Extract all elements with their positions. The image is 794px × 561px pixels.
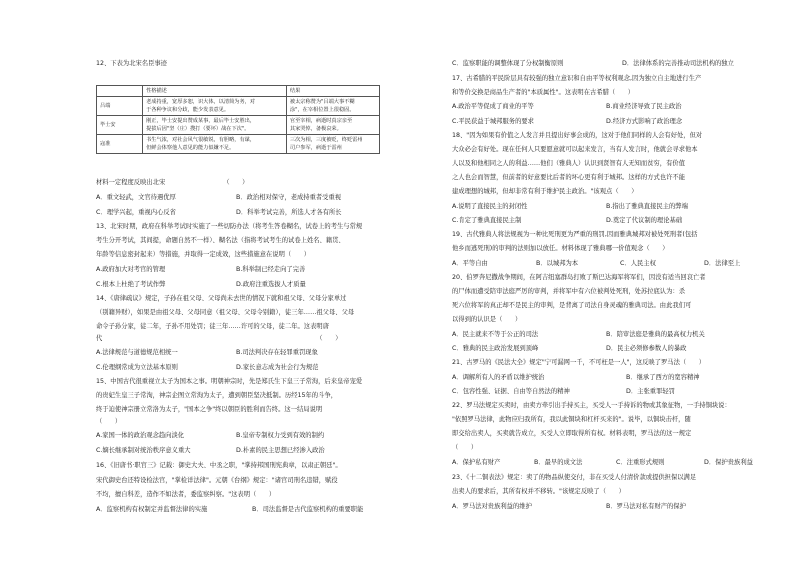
- option-c[interactable]: C．理学兴起，重视内心反省: [96, 209, 176, 216]
- option-b[interactable]: B．罗马法对私有财产的保护: [606, 503, 686, 510]
- question-paren: （ ）: [96, 418, 122, 425]
- question-line-end: 代 （ ）: [96, 335, 342, 342]
- option-b[interactable]: B．司法监督是古代监察机构的重要职能: [252, 506, 364, 513]
- option-b[interactable]: B.指出了雅典直接民主的弊端: [606, 203, 688, 210]
- table-header-cell: 结果: [286, 86, 379, 97]
- question-line: 人以及和他相同之人的利益……他们（雅典人）认识到贤智有人无知而贫穷，有价值: [452, 160, 685, 167]
- question-line: 19、古代雅典人将法规视为一种比死刑更为严重的刑罚,因而雅典城邦对被处死刑者(包括: [452, 231, 698, 238]
- option-c[interactable]: C．监察职能的调整体现了分权制衡原则: [452, 60, 564, 67]
- option-d[interactable]: D.奠定了代议制的理论基础: [606, 217, 683, 224]
- option-b[interactable]: B．继承了西方的宽容精神: [626, 374, 700, 381]
- q12-title: 12、下表为北宋名臣事迹: [96, 60, 167, 67]
- table-cell-result: 三次为相，三度被贬，终贬雷州 司户参军，病逝于雷州: [286, 135, 379, 154]
- option-c[interactable]: C．包容性强、证据、自由等自然法的精神: [452, 388, 570, 395]
- table-cell-result: 官至宰相，病逝时真宗亲至 其家哭悼，备极哀荣。: [286, 116, 379, 135]
- question-line: 宋代御史台还特设检法官，"掌检详法律"。元朝《台纲》规定："诸官司刑名违错，赋役: [96, 477, 338, 484]
- option-a[interactable]: A.说明了直接民主的封闭性: [452, 203, 528, 210]
- option-c[interactable]: C．注重形式规则: [616, 459, 665, 466]
- question-line: 之人也会而智慧，但前者的好意要比后者的坏心更有利于城邦。这样的方式也许不能: [452, 174, 685, 181]
- question-line: 18、"因为如果有价值之人发言并且提出好事会成的，这对于他们同样的人会有好处，但对: [452, 132, 703, 139]
- question-line: 15、中国古代很重视立太子为国本之事。明朝神宗时，先是郑氏生下皇三子常洵，后来皇帝宠爱: [96, 378, 363, 385]
- question-line: 13、北宋时期，政府在科举考试时实施了一些切防办法（将考生答卷糊名，试卷上的考生与常规: [96, 223, 363, 230]
- option-d[interactable]: D．保护贵族利益: [704, 459, 753, 466]
- table-cell-name: 吕端: [97, 97, 143, 116]
- question-line: 命令子孙分家，徒二年，子孙不用处罚；徒三年……许可的父母，徒二年。这表明唐: [96, 323, 329, 330]
- question-line: 终于迫使神宗册立常洛为太子，"国本之争"终以朝臣的胜利而告终。这一结局说明: [96, 406, 323, 413]
- question-line: "依照罗马法律，此物应归我所有，我以此铜块和杠杆买来的"。说毕，以铜块击杆，随: [452, 416, 691, 423]
- question-line: （ ）: [452, 444, 478, 451]
- q12-stem-end: 材料一定程度反映出北宋 （ ）: [96, 179, 249, 186]
- option-b[interactable]: B.科举制已经走向了完善: [236, 266, 306, 273]
- option-a[interactable]: A．监察机构有权制定并监督法律的实施: [96, 506, 208, 513]
- table-cell-traits: 刚正，毕士安提出赞成某事，最后毕士安胜出， 提拔后因"坚（庄）搜打（要坏）战在下次"。: [143, 116, 287, 135]
- table-cell-name: 毕士安: [97, 116, 143, 135]
- option-c[interactable]: C．人民主权: [620, 260, 656, 267]
- question-line: 出卖人的要求后，其所有权并不移转。"该规定反映了（ ）: [452, 488, 625, 495]
- table-row: [97, 116, 380, 135]
- option-a[interactable]: A.政治平等促成了商业的平等: [452, 103, 534, 110]
- option-d[interactable]: D.政府注重选拔人才质量: [236, 281, 306, 288]
- question-line: 以得到的认识是（ ）: [452, 316, 522, 323]
- question-line: （别籍异财），如果是由祖父母、父母同意（祖父母、父母令别籍），徒三年……祖父母、父母: [96, 309, 355, 316]
- question-line: 的贵妃生皇三子常洵，神宗企图立常洵为太子，遭到朝臣坚决抵制。历经15年的斗争，: [96, 392, 337, 399]
- question-line: 和等价交换是商品生产者的"本质属性"。这表明在古希腊（ ）: [452, 89, 635, 96]
- question-line: 建成理想的城邦，但却非常有利于维护民主政治。"该观点（ ）: [452, 188, 638, 195]
- option-d[interactable]: D．民主必须修参数人的暴政: [606, 345, 687, 352]
- option-a[interactable]: A．调解所有人的矛盾以维护统治: [452, 374, 545, 381]
- table-header-cell: [97, 86, 143, 97]
- option-b[interactable]: B．陪审法庭是雅典的最高权力机关: [606, 331, 705, 338]
- option-a[interactable]: A.法律规范与道德规范相统一: [96, 349, 178, 356]
- option-d[interactable]: D.朴素的民主思想已经渗入政治: [236, 447, 325, 454]
- option-c[interactable]: C.肯定了雅典直接民主制: [452, 217, 522, 224]
- question-line: 22、罗马法规定买卖时，由卖方牵引出手持买主，买受人一手持诉的物或其象征物，一手持铜块说：: [452, 402, 731, 409]
- table-row: [97, 97, 380, 116]
- option-d[interactable]: D.经济方式影响了政治理念: [606, 118, 683, 125]
- table-cell-result: 被太宗称赞为"吕端大事不糊 涂"，在宰相位置上很稳固。: [286, 97, 379, 116]
- option-a[interactable]: A．重文轻武，文官待遇优厚: [96, 194, 176, 201]
- question-line: 他乡而逃死刑)的审判的法则加以放任。材料体现了雅典哪一价值观念（ ）: [452, 245, 669, 252]
- question-line: 大众必会有好处。现在任何人只要愿意就可以起来发言，当有人发言时，他就会寻求他本: [452, 146, 698, 153]
- table-cell-traits: 书生气浓，对社会风气很敏锐，有胆略，有谋， 但鲜会体察他人意见的能力似嫌不足。: [143, 135, 287, 154]
- option-b[interactable]: B．以城邦为本: [536, 260, 579, 267]
- question-line: 不均，擅自科差，造作不如法者，委监察纠察。"这表明（ ）: [96, 491, 276, 498]
- table-header-cell: 性格描述: [143, 86, 287, 97]
- question-line: 17、古希腊的平民阶层具有较强的独立意识和自由平等权利观念,因为独立自主地进行生产: [452, 75, 702, 82]
- option-d[interactable]: D．法律至上: [704, 260, 741, 267]
- table-cell-traits: 老成持重，宽厚多恕，识大体，以清简为务，对 于各种争议和分歧，能少发表意见。: [143, 97, 287, 116]
- option-b[interactable]: B．政治相对保守，老成持重者受重视: [236, 194, 342, 201]
- option-d[interactable]: D．科举考试完善，所选人才各有所长: [236, 209, 342, 216]
- option-c[interactable]: C．雅典的民主政治发展到顶峰: [452, 345, 539, 352]
- option-d[interactable]: D．主张重罪轻罚: [626, 388, 675, 395]
- option-c[interactable]: C.伦理纲常成为立法基本原则: [96, 364, 178, 371]
- option-b[interactable]: B.司法判决存在轻罪重罚现象: [236, 349, 318, 356]
- question-line: 14、《唐律疏议》规定，子孙在祖父母、父母尚未去世的情况下就和祖父母、父母分家单过: [96, 295, 347, 302]
- option-a[interactable]: A．平等自由: [452, 260, 488, 267]
- question-line: 死六位将军的真正却不是民主的审判，是背离了司法自身灵魂的雅典司法。由此我们可: [452, 302, 692, 309]
- question-line: 的尸体而遭受陪审法庭严厉的审判，并将军中有六位被判处死刑，处苏拉底认为：杀: [452, 288, 685, 295]
- question-line: 23、《十二铜表法》规定：卖了的物品纵使交付，非在买受人付清价款或提供担保以满足: [452, 474, 697, 481]
- option-row: [96, 193, 176, 202]
- option-a[interactable]: A．民主就来不等于公正的司法: [452, 331, 539, 338]
- option-a[interactable]: A．保护私有财产: [452, 459, 501, 466]
- question-line: 21、古罗马的《民法大全》规定"宁可漏网一千，不可枉是一人"，这反映了罗马法（ ）: [452, 359, 706, 366]
- option-b[interactable]: B.商业经济导致了民主政治: [606, 103, 682, 110]
- question-line: 考生分开考试，其间提，命题自然不一样）、糊名法（指将考试考生的试卷上姓名、籍贯、: [96, 237, 345, 244]
- option-b[interactable]: B．最早的成文法: [534, 459, 583, 466]
- question-line: 16、《旧唐书·职官三》记载：御史大夫、中丞之职，"掌持邦国刑宪典章，以肃正朝廷"。: [96, 462, 342, 469]
- q12-table: [96, 85, 380, 154]
- question-line: 20、伯罗奔尼撒战争期间，在阿吉纽塞群岛打败了斯巴达海军将军们，因没有适当回哀亡者: [452, 274, 706, 281]
- table-cell-name: 寇准: [97, 135, 143, 154]
- option-d[interactable]: D.家长意志成为社会行为规范: [236, 364, 319, 371]
- option-c[interactable]: C.嫡长继承制对统治秩序意义重大: [96, 447, 191, 454]
- question-line: 年龄等信息密封起来）等措施，并取得一定成效，这些措施意在说明（ ）: [96, 251, 311, 258]
- table-row: [97, 135, 380, 154]
- option-a[interactable]: A．罗马法对贵族利益的维护: [452, 503, 532, 510]
- option-c[interactable]: C.平民获益于城邦服务的要求: [452, 118, 534, 125]
- option-b[interactable]: B.皇帝专制权力受到有效的制约: [236, 432, 325, 439]
- option-a[interactable]: A.家国一体的政治观念趋向淡化: [96, 432, 185, 439]
- table-header-row: [97, 86, 380, 97]
- question-line: 即交给出卖人，买卖就告成立，买受人立即取得所有权。材料表明，罗马法的这一规定: [452, 430, 692, 437]
- option-d[interactable]: D．法律体系的完善推动司法机构的独立: [622, 60, 734, 67]
- option-a[interactable]: A.政府加大对考官的管理: [96, 266, 166, 273]
- option-c[interactable]: C.根本上杜绝了考试作弊: [96, 281, 166, 288]
